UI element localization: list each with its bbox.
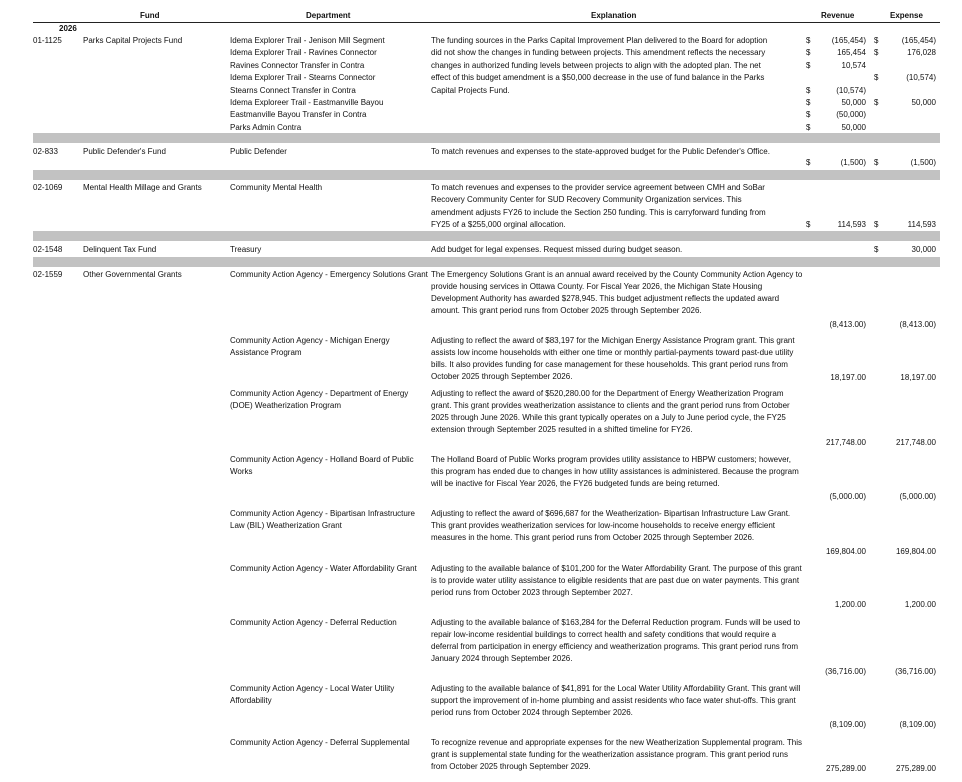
department-line: Community Action Agency - Holland Board of Public Works — [230, 455, 414, 476]
explanation-line: FY25 of a $255,000 orginal allocation. — [431, 220, 566, 230]
revenue-amount: 1,200.00 — [834, 600, 866, 609]
revenue-amount: (5,000.00) — [829, 492, 866, 501]
department-line: Community Mental Health — [230, 183, 323, 192]
fund-separator — [33, 133, 940, 143]
revenue-amount: (1,500) — [840, 158, 866, 167]
department-line: Eastmanville Bayou Transfer in Contra — [230, 110, 367, 120]
fund-separator — [33, 231, 940, 241]
department-line: Community Action Agency - Department of Energy (DOE) Weatherization Program — [230, 389, 409, 410]
expense-currency-symbol: $ — [874, 36, 879, 45]
department-line: Stearns Connect Transfer in Contra — [230, 85, 356, 95]
revenue-currency-symbol: $ — [806, 98, 811, 107]
department-line: Idema Exploreer Trail - Eastmanville Bayou — [230, 98, 384, 107]
revenue-amount: 50,000 — [841, 122, 866, 132]
revenue-amount: (165,454) — [831, 36, 866, 45]
explanation-line: The Emergency Solutions Grant is an annual award received by the County Community Action Agency to provide housing services in Ottawa County. For Fiscal Year 2026, the Michigan State Housing Development Authority has awarded $278,945. This budget adjustment reflects the updated award amount. This grant period runs from October 2025 through September 2026. — [431, 270, 803, 315]
department-line: Community Action Agency - Bipartisan Infrastructure Law (BIL) Weatherization Grant — [230, 509, 415, 530]
explanation-line: Recovery Community Center for SUD Recovery Community Organization services. This — [431, 195, 742, 205]
revenue-amount: 18,197.00 — [830, 373, 866, 382]
expense-amount: 169,804.00 — [895, 547, 936, 556]
department-line: Community Action Agency - Water Affordability Grant — [230, 564, 417, 573]
revenue-amount: 114,593 — [837, 220, 866, 229]
explanation-line: changes in authorized funding levels between projects to align with the adopted plan. The net — [431, 60, 761, 70]
expense-currency-symbol: $ — [874, 245, 879, 254]
revenue-amount: (36,716.00) — [825, 667, 866, 676]
explanation-line: To match revenues and expenses to the state-approved budget for the Public Defender's Office. — [431, 147, 770, 156]
revenue-currency-symbol: $ — [806, 36, 811, 45]
explanation-line: Adjusting to the available balance of $101,200 for the Water Affordability Grant. The purpose of this grant is to provide water utility assistance to eligible residents that are past due on water payments. This grant period runs from October 2023 through September 2027. — [431, 564, 802, 597]
expense-amount: (36,716.00) — [895, 667, 936, 676]
expense-amount: (1,500) — [910, 158, 936, 167]
explanation-line: did not show the changes in funding between projects. This amendment reflects the necessary — [431, 48, 766, 58]
explanation-line: Capital Projects Fund. — [431, 85, 510, 95]
revenue-currency-symbol: $ — [806, 60, 811, 70]
department-header: Department — [306, 11, 351, 20]
expense-amount: (8,109.00) — [899, 720, 936, 729]
fund-header: Fund — [140, 11, 160, 20]
expense-amount: 18,197.00 — [900, 373, 936, 382]
fund-code: 01-1125 — [33, 36, 62, 45]
expense-amount: 176,028 — [907, 48, 936, 58]
revenue-currency-symbol: $ — [806, 220, 811, 229]
fund-code: 02-833 — [33, 147, 58, 156]
fund-code: 02-1548 — [33, 245, 63, 254]
revenue-currency-symbol: $ — [806, 122, 811, 132]
expense-header: Expense — [890, 11, 923, 20]
department-line: Idema Explorer Trail - Stearns Connector — [230, 73, 376, 83]
explanation-line: Adjusting to reflect the award of $696,687 for the Weatherization- Bipartisan Infrastructure Law Grant. This grant provides weatherization services for low-income households to receive energy efficient measures in the home. This grant period runs from October 2025 through September 2026. — [431, 509, 791, 542]
revenue-currency-symbol: $ — [806, 85, 811, 95]
revenue-currency-symbol: $ — [806, 110, 811, 120]
explanation-line: To recognize revenue and appropriate expenses for the new Weatherization Supplemental program. This grant is supplemental state funding for the weatherization assistance program. This grant period runs from October 2025 through September 2029. — [431, 738, 803, 771]
expense-amount: 275,289.00 — [895, 764, 936, 773]
department-line: Community Action Agency - Deferral Reduction — [230, 618, 397, 627]
expense-amount: 114,593 — [907, 220, 936, 229]
fund-separator — [33, 170, 940, 180]
fund-code: 02-1069 — [33, 183, 63, 192]
revenue-amount: 165,454 — [837, 48, 866, 58]
expense-amount: (8,413.00) — [899, 320, 936, 329]
revenue-amount: (8,109.00) — [829, 720, 866, 729]
expense-amount: 30,000 — [911, 245, 936, 254]
fund-separator — [33, 257, 940, 267]
year-label: 2026 — [59, 24, 77, 33]
revenue-amount: 217,748.00 — [825, 438, 866, 447]
expense-currency-symbol: $ — [874, 48, 879, 58]
revenue-currency-symbol: $ — [806, 158, 811, 167]
explanation-line: amendment adjusts FY26 to include the Section 250 funding. This is carryforward funding from — [431, 207, 766, 217]
header-rule — [33, 22, 940, 23]
revenue-amount: (10,574) — [836, 85, 866, 95]
explanation-line: Adjusting to reflect the award of $83,197 for the Michigan Energy Assistance Program grant. This grant assists low income households with either one time or monthly partial-payments toward past-due utility bills. It also provides funding for case management for these households. This grant period runs from October 2025 through September 2026. — [431, 336, 795, 381]
explanation-line: Adjusting to reflect the award of $520,280.00 for the Department of Energy Weatherization Program grant. This grant provides weatherization assistance to clients and the grant period runs from October 2025 through June 2026. While this grant typically operates on a July to June period cycle, the FY25 extension through September 2025 resulted in a shifted timeline for FY26. — [431, 389, 790, 434]
expense-amount: (165,454) — [901, 36, 936, 45]
expense-currency-symbol: $ — [874, 220, 879, 229]
explanation-line: The funding sources in the Parks Capital Improvement Plan delivered to the Board for adoption — [431, 36, 768, 45]
department-line: Ravines Connector Transfer in Contra — [230, 60, 365, 70]
revenue-amount: 10,574 — [841, 60, 866, 70]
revenue-currency-symbol: $ — [806, 48, 811, 58]
expense-amount: 50,000 — [911, 98, 936, 107]
explanation-line: effect of this budget amendment is a $50,000 decrease in the use of fund balance in the Parks — [431, 73, 765, 83]
department-line: Treasury — [230, 245, 262, 254]
department-line: Idema Explorer Trail - Ravines Connector — [230, 48, 377, 58]
revenue-amount: 275,289.00 — [825, 764, 866, 773]
department-line: Community Action Agency - Emergency Solutions Grant — [230, 270, 428, 279]
explanation-line: The Holland Board of Public Works program provides utility assistance to HBPW customers; however, this program has ended due to changes in how utility assistances is administered. Because the program will be inactive for Fiscal Year 2026, the FY26 budgeted funds are being returned. — [431, 455, 799, 488]
fund-name: Public Defender's Fund — [83, 147, 166, 156]
department-line: Community Action Agency - Deferral Supplemental — [230, 738, 410, 747]
expense-currency-symbol: $ — [874, 98, 879, 107]
department-line: Public Defender — [230, 147, 287, 156]
expense-currency-symbol: $ — [874, 73, 879, 83]
revenue-header: Revenue — [821, 11, 855, 20]
fund-code: 02-1559 — [33, 270, 63, 279]
expense-currency-symbol: $ — [874, 158, 879, 167]
explanation-line: To match revenues and expenses to the provider service agreement between CMH and SoBar — [431, 183, 765, 192]
department-line: Idema Explorer Trail - Jenison Mill Segment — [230, 36, 385, 45]
revenue-amount: (50,000) — [836, 110, 866, 120]
explanation-line: Adjusting to the available balance of $41,891 for the Local Water Utility Affordability Grant. This grant will support the improvement of in-home plumbing and assist residents who face water shut-offs. This grant period runs from October 2024 through September 2026. — [431, 684, 801, 717]
department-line: Community Action Agency - Local Water Utility Affordability — [230, 684, 395, 705]
department-line: Community Action Agency - Michigan Energy Assistance Program — [230, 336, 390, 357]
revenue-amount: 50,000 — [841, 98, 866, 107]
explanation-line: Adjusting to the available balance of $163,284 for the Deferral Reduction program. Funds will be used to repair low-income residential buildings to correct health and safety conditions that would require a deferral from participation in energy efficiency and weatherization programs. This grant period runs from January 2024 through September 2026. — [431, 618, 801, 663]
fund-name: Other Governmental Grants — [83, 270, 182, 279]
fund-name: Mental Health Millage and Grants — [83, 183, 202, 192]
revenue-amount: (8,413.00) — [829, 320, 866, 329]
revenue-amount: 169,804.00 — [825, 547, 866, 556]
explanation-line: Add budget for legal expenses. Request missed during budget season. — [431, 245, 683, 254]
fund-name: Parks Capital Projects Fund — [83, 36, 183, 45]
expense-amount: (10,574) — [906, 73, 936, 83]
expense-amount: 217,748.00 — [895, 438, 936, 447]
department-line: Parks Admin Contra — [230, 122, 302, 132]
explanation-header: Explanation — [591, 11, 637, 20]
expense-amount: 1,200.00 — [904, 600, 936, 609]
expense-amount: (5,000.00) — [899, 492, 936, 501]
fund-name: Delinquent Tax Fund — [83, 245, 157, 254]
